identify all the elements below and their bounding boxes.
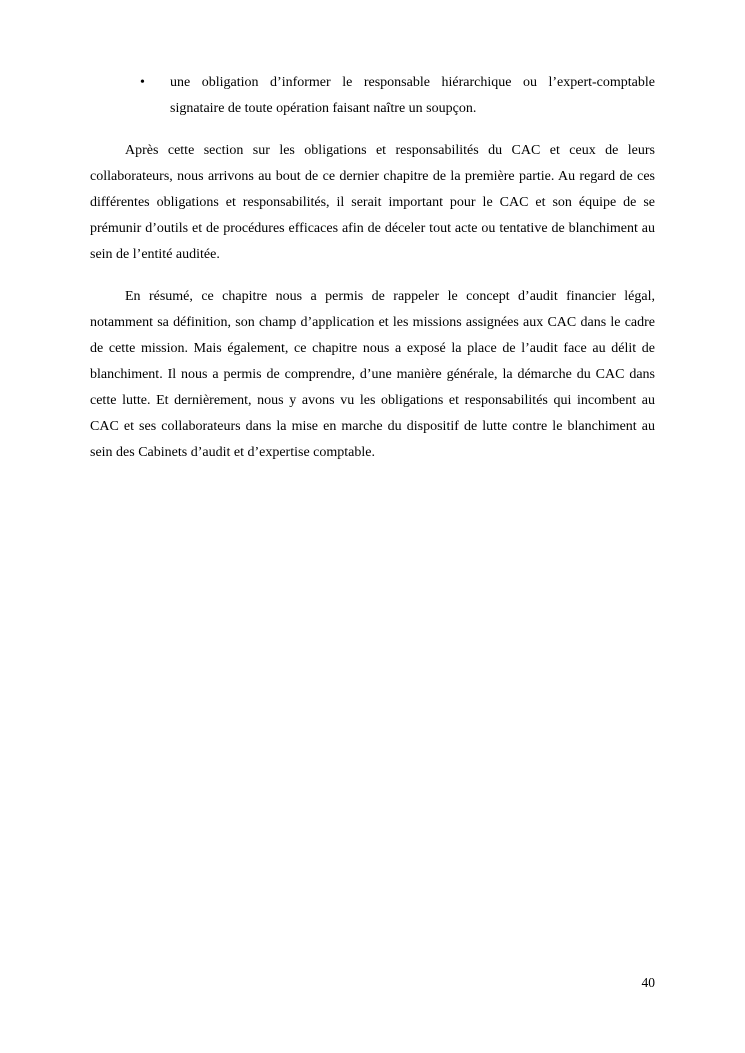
page-content [90,70,655,482]
bullet-marker-icon: • [140,75,145,90]
page-number: 40 [641,975,655,990]
paragraph-conclusion-section: Après cette section sur les obligations et responsabilités du CAC et ceux de leurs collaborateurs, nous arrivons au bout de ce dernier chapitre de la première partie. Au regard de ces différentes obligations et responsabilités, il serait important pour le CAC et son équipe de se prémunir d’outils et de procédures efficaces afin de déceler tout acte ou tentative de blanchiment au sein de l’entité auditée. [90,143,655,262]
paragraph-chapter-summary: En résumé, ce chapitre nous a permis de rappeler le concept d’audit financier légal, notamment sa définition, son champ d’application et les missions assignées aux CAC dans le cadre de cette mission. Mais également, ce chapitre nous a exposé la place de l’audit face au délit de blanchiment. Il nous a permis de comprendre, d’une manière générale, la démarche du CAC dans cette lutte. Et dernièrement, nous y avons vu les obligations et responsabilités qui incombent au CAC et ses collaborateurs dans la mise en marche du dispositif de lutte contre le blanchiment au sein des Cabinets d’audit et d’expertise comptable. [90,289,655,460]
bullet-item [90,70,655,122]
bullet-item-text: une obligation d’informer le responsable hiérarchique ou l’expert-comptable signataire de toute opération faisant naître un soupçon. [170,75,655,116]
